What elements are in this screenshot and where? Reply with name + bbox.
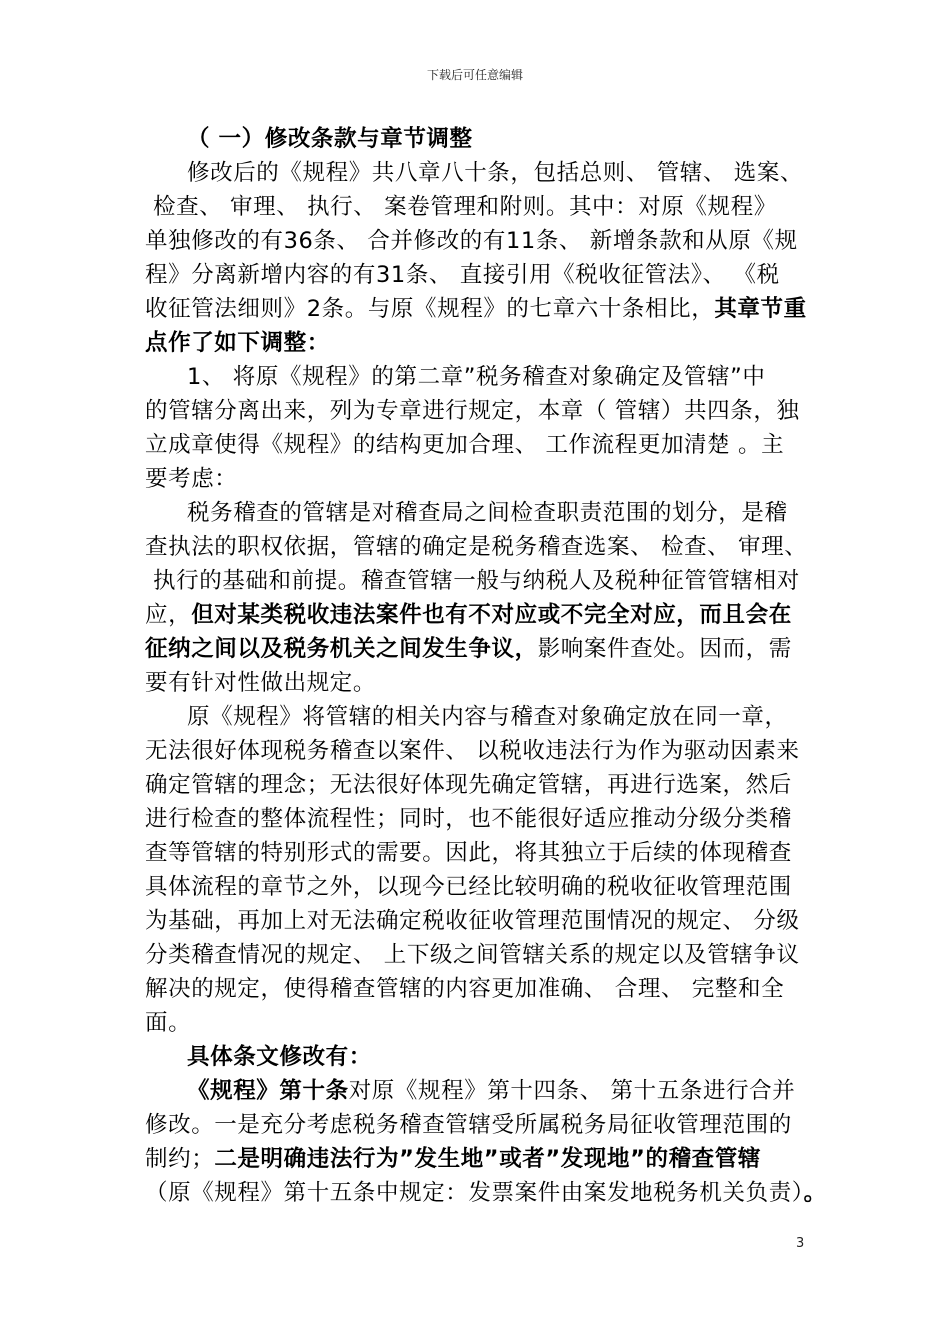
- text-line: [145, 972, 813, 1006]
- text-line: [145, 938, 813, 972]
- text-line: [145, 904, 813, 938]
- text-line: [145, 326, 813, 360]
- text-line: [145, 1006, 813, 1040]
- bold-text-segment: （ 一）修改条款与章节调整: [187, 126, 473, 152]
- text-line: [145, 802, 813, 836]
- text-segment: 具体流程的章节之外，以现今已经比较明确的税收征收管理范围: [145, 874, 792, 900]
- text-segment: 立成章使得《规程》的结构更加合理、 工作流程更加清楚 。主: [145, 432, 785, 458]
- text-line: [145, 122, 813, 156]
- text-line: [145, 360, 813, 394]
- text-segment: 执行的基础和前提。稽查管辖一般与纳税人及税种征管管辖相对: [153, 568, 800, 594]
- text-line: [145, 768, 813, 802]
- bold-text-segment: 但对某类税收违法案件也有不对应或不完全对应，而且会在: [191, 602, 792, 628]
- text-segment: 查执法的职权依据，管辖的确定是税务稽查选案、 检查、 审理、: [145, 534, 808, 560]
- text-segment: 制约；: [145, 1146, 215, 1172]
- text-segment: 单独修改的有36条、 合并修改的有11条、 新增条款和从原《规: [145, 228, 798, 254]
- text-segment: 税务稽查的管辖是对稽查局之间检查职责范围的划分，是稽: [187, 500, 788, 526]
- text-line: [145, 292, 813, 326]
- text-segment: 对原《规程》第十四条、 第十五条进行合并: [348, 1078, 796, 1104]
- text-line: [145, 1108, 813, 1142]
- text-segment: 收征管法细则》2条。与原《规程》的七章六十条相比，: [145, 296, 715, 322]
- page-header: 下载后可任意编辑: [426, 68, 523, 82]
- text-line: [145, 496, 813, 530]
- text-segment: 为基础，再加上对无法确定税收征收管理范围情况的规定、 分级: [145, 908, 800, 934]
- text-segment: 要有针对性做出规定。: [145, 670, 377, 696]
- bold-text-segment: 其章节重: [714, 296, 807, 322]
- text-line: [145, 394, 813, 428]
- bold-text-segment: 。: [803, 1180, 827, 1206]
- text-line: [145, 1176, 827, 1210]
- text-line: [145, 632, 813, 666]
- text-line: [145, 530, 813, 564]
- text-line: [145, 598, 813, 632]
- text-segment: （原《规程》第十五条中规定：发票案件由案发地税务机关负责）: [145, 1180, 804, 1206]
- text-line: [145, 734, 813, 768]
- text-segment: 进行检查的整体流程性；同时，也不能很好适应推动分级分类稽: [145, 806, 792, 832]
- text-segment: 要考虑：: [145, 466, 238, 492]
- text-line: [145, 700, 813, 734]
- text-segment: 解决的规定，使得稽查管辖的内容更加准确、 合理、 完整和全: [145, 976, 785, 1002]
- bold-text-segment: 点作了如下调整：: [145, 330, 330, 356]
- text-segment: 面。: [145, 1010, 192, 1036]
- text-line: [145, 428, 813, 462]
- bold-text-segment: 具体条文修改有：: [187, 1044, 372, 1070]
- text-segment: 程》分离新增内容的有31条、 直接引用《税收征管法》、 《税: [145, 262, 780, 288]
- text-segment: 影响案件查处。因而，需: [537, 636, 792, 662]
- bold-text-segment: 《规程》第十条: [187, 1078, 349, 1104]
- text-line: [145, 870, 813, 904]
- page-number: 3: [796, 1236, 805, 1251]
- text-segment: 确定管辖的理念；无法很好体现先确定管辖，再进行选案，然后: [145, 772, 792, 798]
- text-segment: 检查、 审理、 执行、 案卷管理和附则。其中：对原《规程》: [153, 194, 777, 220]
- text-segment: 修改。一是充分考虑税务稽查管辖受所属税务局征收管理范围的: [145, 1112, 792, 1138]
- text-segment: 应，: [145, 602, 192, 628]
- text-segment: 分类稽查情况的规定、 上下级之间管辖关系的规定以及管辖争议: [145, 942, 800, 968]
- text-segment: 修改后的《规程》共八章八十条，包括总则、 管辖、 选案、: [187, 160, 804, 186]
- text-line: [145, 156, 813, 190]
- text-segment: 查等管辖的特别形式的需要。因此，将其独立于后续的体现稽查: [145, 840, 792, 866]
- bold-text-segment: 二是明确违法行为”发生地”或者”发现地”的稽查管辖: [214, 1146, 761, 1172]
- text-line: [145, 1074, 813, 1108]
- bold-text-segment: 征纳之间以及税务机关之间发生争议，: [145, 636, 538, 662]
- text-line: [145, 258, 813, 292]
- text-line: [145, 1142, 813, 1176]
- text-segment: 无法很好体现税务稽查以案件、 以税收违法行为作为驱动因素来: [145, 738, 800, 764]
- text-segment: 1、 将原《规程》的第二章”税务稽查对象确定及管辖”中: [187, 364, 766, 390]
- text-line: [145, 836, 813, 870]
- text-line: [145, 190, 813, 224]
- text-segment: 原《规程》将管辖的相关内容与稽查对象确定放在同一章，: [187, 704, 788, 730]
- document-body: [145, 122, 827, 1210]
- text-line: [145, 1040, 813, 1074]
- text-line: [145, 564, 813, 598]
- text-line: [145, 666, 813, 700]
- text-line: [145, 462, 813, 496]
- text-line: [145, 224, 813, 258]
- text-segment: 的管辖分离出来，列为专章进行规定，本章（ 管辖）共四条，独: [145, 398, 800, 424]
